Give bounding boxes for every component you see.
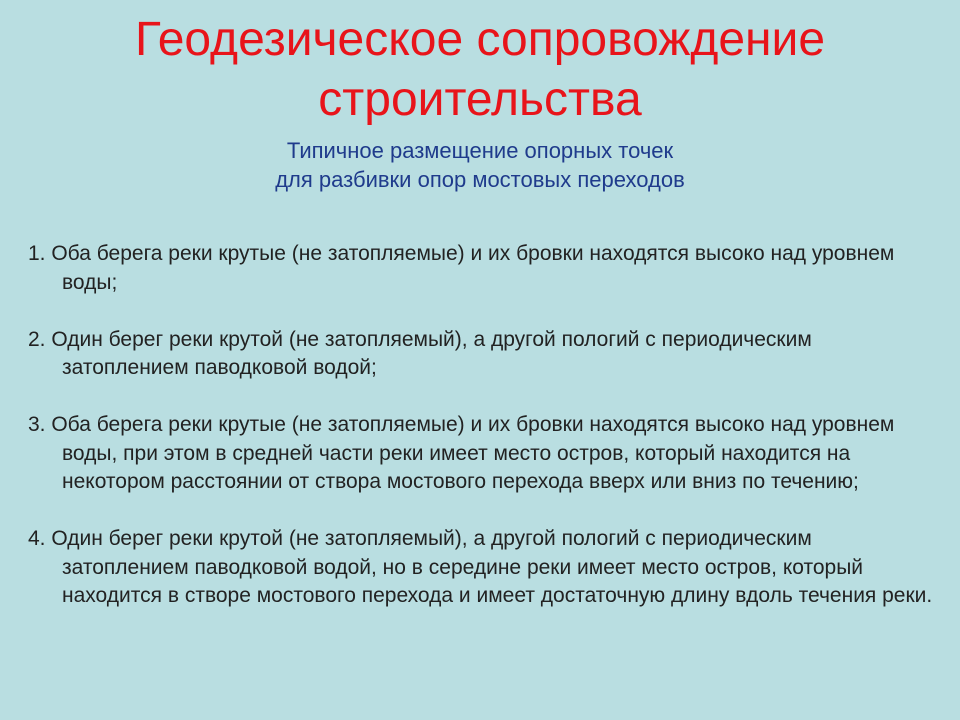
title-line-2: строительства: [318, 73, 642, 126]
conditions-list: [28, 240, 943, 611]
list-item: 2. Один берег реки крутой (не затопляемый), а другой пологий с периодическим затоплением паводковой водой;: [28, 327, 812, 379]
list-item: 4. Один берег реки крутой (не затопляемый), а другой пологий с периодическим затоплением паводковой водой, но в середине реки имеет место остров, который находится в створе мостового перехода и имеет достаточную длину вдоль течения реки.: [28, 527, 933, 607]
list-item: 1. Оба берега реки крутые (не затопляемые) и их бровки находятся высоко над уровнем воды;: [28, 242, 895, 294]
title-line-1: Геодезическое сопровождение: [134, 13, 826, 66]
slide-subtitle: [0, 136, 960, 194]
subtitle-line-1: Типичное размещение опорных точек: [286, 138, 674, 163]
list-item: 3. Оба берега реки крутые (не затопляемые) и их бровки находятся высоко над уровнем воды, при этом в средней части реки имеет место остров, который находится на некотором расстоянии от створа мостового перехода вверх или вниз по течению;: [28, 413, 895, 493]
subtitle-line-2: для разбивки опор мостовых переходов: [275, 167, 685, 192]
slide-title: [0, 10, 960, 130]
